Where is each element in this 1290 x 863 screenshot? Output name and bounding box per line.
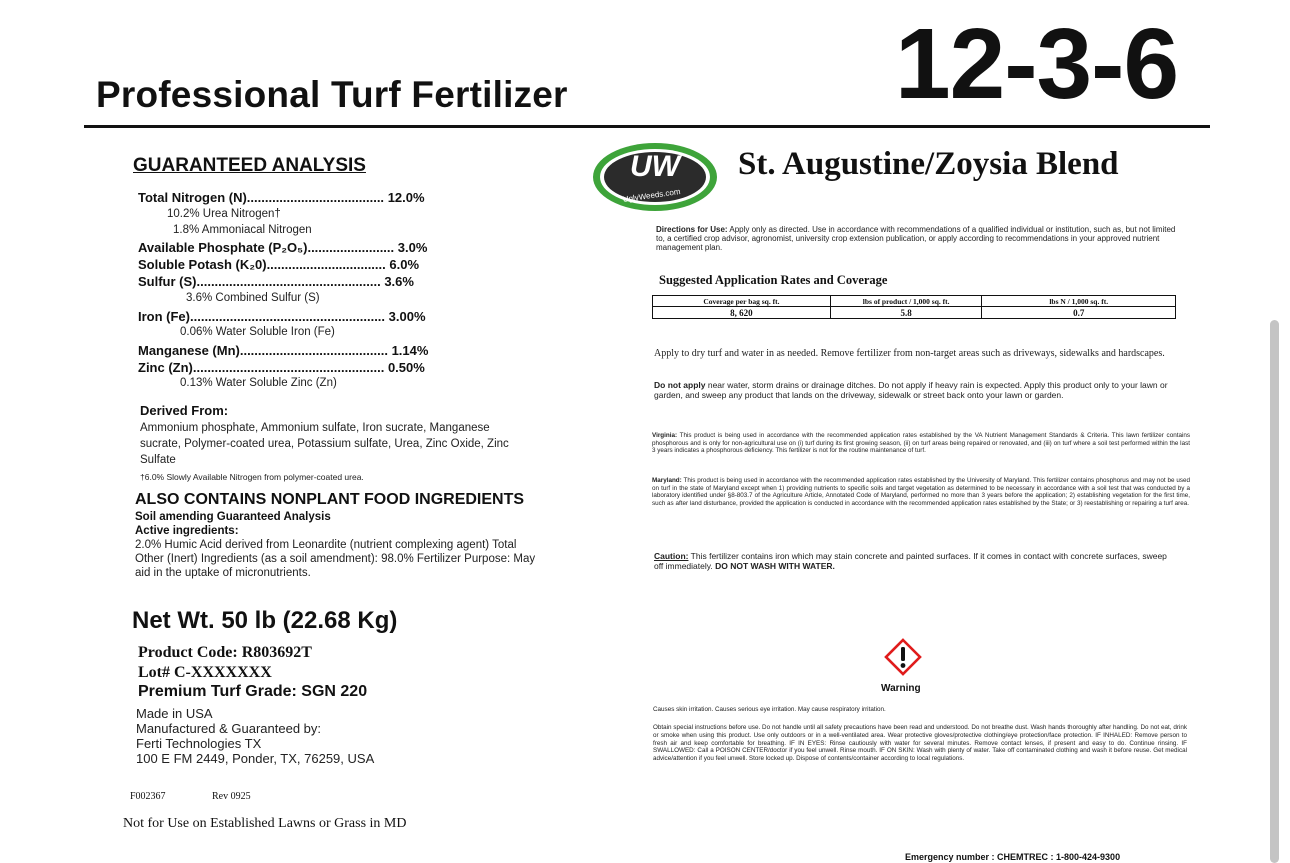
lot-number: Lot# C-XXXXXXX [138,664,272,681]
total-nitrogen-row [138,190,425,205]
active-ingredients-text: 2.0% Humic Acid derived from Leonardite (nutrient complexing agent) Total Other (Inert) Ingredients (as a soil amendment): 98.0% Fertilizer Purpose: May aid in the uptake of micronutrients. [135,539,536,579]
manufactured-by: Manufactured & Guaranteed by: [136,721,322,736]
virginia-text: This product is being used in accordance with the recommended application rates established by the VA Nutrient Management Standards & Criteria. This lawn fertilizer contains phosphorous and is only for non-agricultural use on (i) turf during its first growing season, (ii) on turf areas being repaired or renovated, and (iii) on turf where a soil test performed within the last 3 years indicates a phosphorous deficiency. This fertilizer is not for the routine maintenance of turf. [652,432,1190,455]
table-header: lbs of product / 1,000 sq. ft. [830,296,982,307]
suggested-rates-heading: Suggested Application Rates and Coverage [659,273,888,287]
manganese-label: Manganese (Mn)......................................... [138,343,388,358]
phosphate-row [138,240,427,255]
do-not-apply [654,380,1190,400]
combined-sulfur: 3.6% Combined Sulfur (S) [186,292,320,304]
potash-value: 6.0% [389,257,420,272]
total-nitrogen-label: Total Nitrogen (N)...................................... [138,190,385,205]
maryland-restriction: Not for Use on Established Lawns or Grass in MD [123,816,407,831]
zinc-label: Zinc (Zn)..................................................... [138,360,385,375]
table-cell: 5.8 [830,307,982,319]
product-code: Product Code: R803692T [138,644,312,661]
table-header: Coverage per bag sq. ft. [653,296,831,307]
uglyweeds-logo [592,142,718,212]
caution-statement [654,551,1174,571]
application-rate-table [652,295,1176,319]
hazard-statements: Causes skin irritation. Causes serious eye irritation. May cause respiratory irritation. [653,706,886,713]
ammoniacal-nitrogen: 1.8% Ammoniacal Nitrogen [173,224,312,236]
caution-bold: DO NOT WASH WITH WATER. [715,561,835,571]
phosphate-label: Available Phosphate (P₂O₅)........................ [138,240,395,255]
caution-heading: Caution: [654,551,689,561]
slow-release-note: †6.0% Slowly Available Nitrogen from polymer-coated urea. [140,472,364,482]
potash-row [138,257,419,272]
water-soluble-zinc: 0.13% Water Soluble Zinc (Zn) [180,377,337,389]
manganese-value: 1.14% [391,343,429,358]
manganese-row [138,343,428,358]
maryland-heading: Maryland: [652,477,682,484]
active-ingredients-heading: Active ingredients: [135,525,239,537]
zinc-row [138,360,425,375]
exclamation-hazard-icon [884,638,922,676]
zinc-value: 0.50% [387,360,425,375]
table-cell: 8, 620 [653,307,831,319]
apply-instructions: Apply to dry turf and water in as needed. Remove fertilizer from non-target areas such as driveways, sidewalks and hardscapes. [654,348,1165,359]
table-row [653,307,1176,319]
fertilizer-grade: 12-3-6 [895,8,1179,120]
virginia-heading: Virginia: [652,432,678,439]
warning-signal-word: Warning [881,683,921,694]
form-code: F002367 [130,791,166,802]
sulfur-value: 3.6% [384,274,414,289]
directions-text: Apply only as directed. Use in accordance with recommendations of a qualified individual or institution, such as, but not limited to, a certified crop advisor, agronomist, university crop extension publication, or apply according to recommendations in your approved nutrient management plan. [656,225,1176,252]
sulfur-row [138,274,414,289]
potash-label: Soluble Potash (K₂0)................................. [138,257,386,272]
sulfur-label: Sulfur (S)................................................... [138,274,381,289]
total-nitrogen-value: 12.0% [387,190,425,205]
directions-for-use [656,225,1182,252]
revision: Rev 0925 [212,791,251,802]
maryland-statement [652,477,1190,507]
directions-heading: Directions for Use: [656,225,728,234]
logo-text: UglyWeeds.com [622,187,682,205]
do-not-apply-heading: Do not apply [654,380,706,390]
emergency-number: Emergency number : CHEMTREC : 1-800-424-9300 [905,852,1121,862]
iron-row [138,309,426,324]
logo-letters: UW [630,150,680,183]
header-divider [84,125,1210,128]
soil-amending-heading: Soil amending Guaranteed Analysis [135,511,331,523]
made-in: Made in USA [136,706,213,721]
phosphate-value: 3.0% [397,240,428,255]
iron-label: Iron (Fe)...................................................... [138,309,386,324]
derived-from-heading: Derived From: [140,403,229,418]
nonplant-heading: ALSO CONTAINS NONPLANT FOOD INGREDIENTS [135,491,525,508]
net-weight: Net Wt. 50 lb (22.68 Kg) [132,607,398,634]
urea-nitrogen: 10.2% Urea Nitrogen† [167,208,281,220]
do-not-apply-text: near water, storm drains or drainage ditches. Do not apply if heavy rain is expected. Apply this product only to your lawn or garden, and sweep any product that lands on the driveway, sidewalk or street back onto your lawn or garden. [654,380,1168,400]
table-header: lbs N / 1,000 sq. ft. [982,296,1176,307]
derived-from-text: Ammonium phosphate, Ammonium sulfate, Iron sucrate, Manganese sucrate, Polymer-coated urea, Potassium sulfate, Urea, Zinc Oxide, Zinc Sulfate [140,422,509,466]
company-name: Ferti Technologies TX [136,736,262,751]
precautionary-statements: Obtain special instructions before use. Do not handle until all safety precautions have been read and understood. Do not breathe dust. Wash hands thoroughly after handling. Do not eat, drink or smoke when using this product. Use only outdoors or in a well-ventilated area. Wear protective gloves/protective clothing/eye protection/face protection. IF INHALED: Remove person to fresh air and keep comfortable for breathing. IF IN EYES: Rinse cautiously with water for several minutes. Remove contact lenses, if present and easy to do. Continue rinsing. IF SWALLOWED: Call a POISON CENTER/doctor if you feel unwell. Rinse mouth. IF ON SKIN: Wash with plenty of water. Take off contaminated clothing and wash it before reuse. Get medical advice/attention if you feel unwell. Store locked up. Dispose of contents/container according to local regulations. [653,724,1187,763]
caution-text: This fertilizer contains iron which may stain concrete and painted surfaces. If it comes in contact with concrete surfaces, sweep off immediately. [654,551,1167,571]
page-title: Professional Turf Fertilizer [96,74,568,115]
company-address: 100 E FM 2449, Ponder, TX, 76259, USA [136,751,375,766]
water-soluble-iron: 0.06% Water Soluble Iron (Fe) [180,326,335,338]
virginia-statement [652,432,1190,455]
premium-grade: Premium Turf Grade: SGN 220 [138,683,368,700]
maryland-text: This product is being used in accordance with the recommended application rates established by the University of Maryland. This fertilizer contains phosphorus and may not be used on turf in the state of Maryland except when 1) providing nutrients to specific soils and target vegetation as determined to be necessary in accordance with a soil test that was conducted by a laboratory identified under §8-803.7 of the Agriculture Article, Annotated Code of Maryland, performed no more than 3 years before the application; 2) establishing vegetation for the first time, such as after land disturbance, provided the application is conducted in accordance with the recommended application rates established by the State; or 3) reestablishing or repairing a turf area. [652,477,1190,507]
table-cell: 0.7 [982,307,1176,319]
table-header-row [653,296,1176,307]
iron-value: 3.00% [388,309,426,324]
manufacturer-block [136,706,456,766]
blend-title: St. Augustine/Zoysia Blend [738,146,1119,182]
vertical-scrollbar[interactable] [1270,320,1279,863]
guaranteed-analysis-title: GUARANTEED ANALYSIS [133,155,366,176]
